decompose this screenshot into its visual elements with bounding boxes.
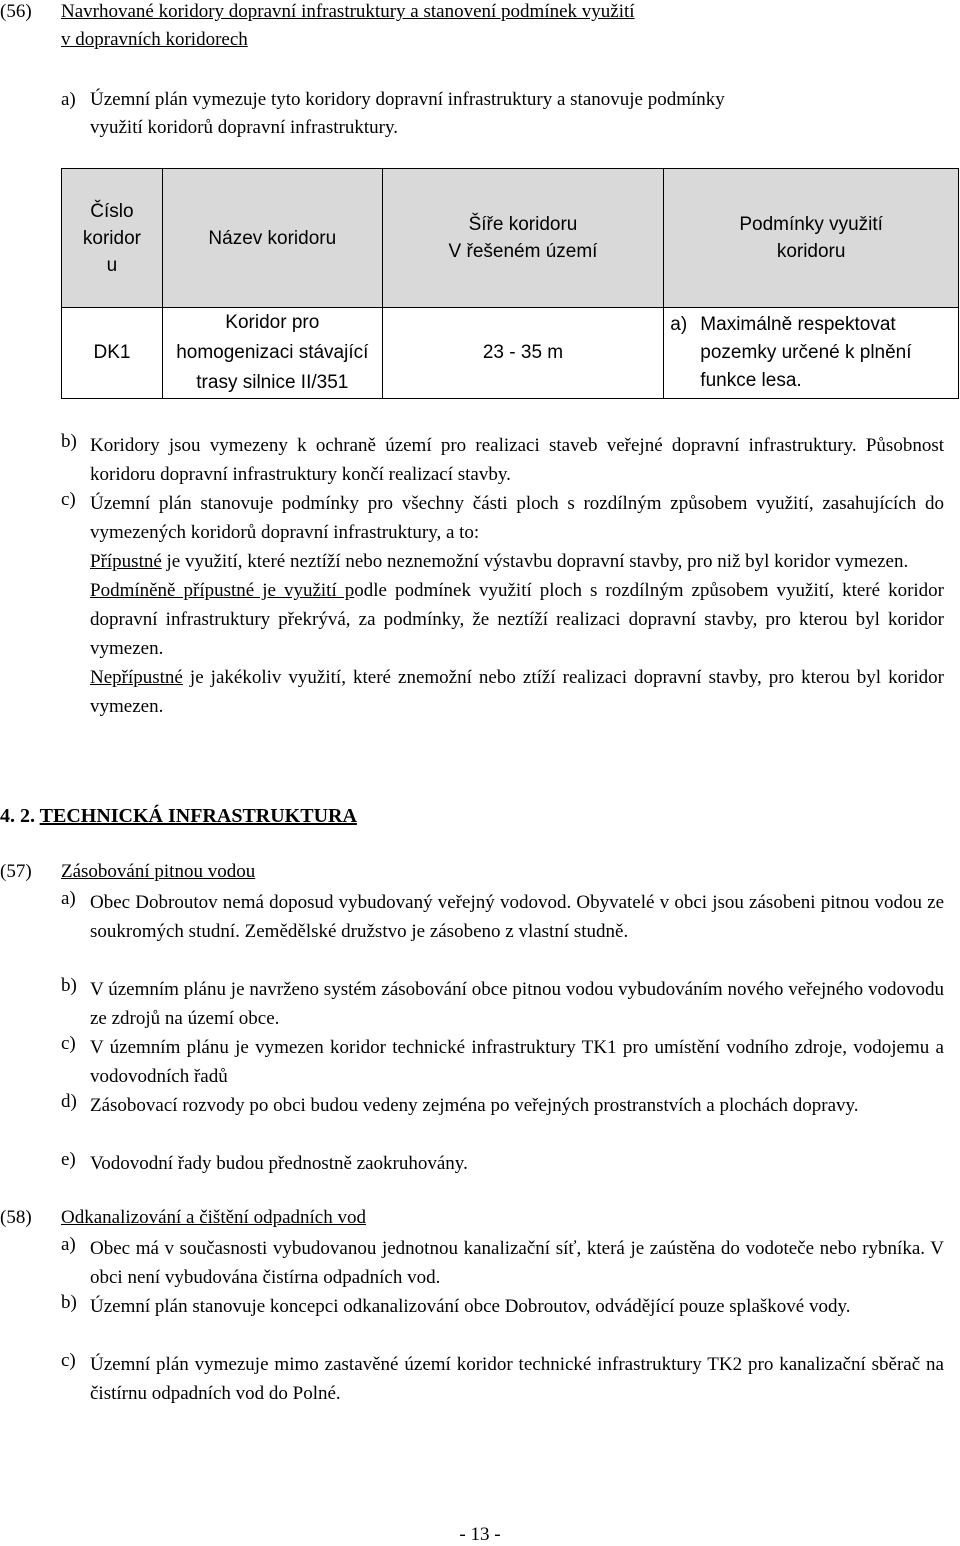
cell-podminky: a) Maximálně respektovat pozemky určené k plnění funkce lesa.	[664, 308, 959, 399]
section-58-title: Odkanalizování a čištění odpadních vod	[61, 1207, 366, 1228]
nepripustne-term: Nepřípustné	[90, 667, 183, 688]
header-podminky: Podmínky využití koridoru	[664, 169, 959, 308]
item-label: b)	[61, 975, 77, 996]
table-row	[62, 308, 959, 399]
item-text: Územní plán vymezuje mimo zastavěné území koridor technické infrastruktury TK2 pro kanalizační sběrač na čistírnu odpadních vod do Polné.	[90, 1354, 944, 1404]
nepripustne-paragraph: Nepřípustné je jakékoliv využití, které znemožní nebo ztíží realizaci dopravní stavby, pro kterou byl koridor vymezen.	[90, 667, 944, 717]
item-text: V územním plánu je navrženo systém zásobování obce pitnou vodou vybudováním nového veřejného vodovodu ze zdrojů na území obce.	[90, 979, 944, 1029]
item-label: b)	[61, 1292, 77, 1313]
item-text: Územní plán stanovuje podmínky pro všechny části ploch s rozdílným způsobem využití, zasahujících do vymezených koridorů dopravní infrastruktury, a to:	[90, 493, 944, 543]
item-label: a)	[61, 888, 76, 909]
section-56-title-line1: Navrhované koridory dopravní infrastruktury a stanovení podmínek využití	[61, 1, 635, 22]
item-label: c)	[61, 1033, 76, 1054]
item-text: Zásobovací rozvody po obci budou vedeny zejména po veřejných prostranstvích a plochách dopravy.	[90, 1095, 859, 1116]
item-text: Obec Dobroutov nemá doposud vybudovaný veřejný vodovod. Obyvatelé v obci jsou zásobeni pitnou vodou ze soukromých studní. Zemědělské družstvo je zásobeno z vlastní studně.	[90, 892, 944, 942]
item-label: b)	[61, 431, 77, 452]
item-56a-label: a)	[61, 89, 76, 110]
item-label: c)	[61, 1350, 76, 1371]
section-56-title-line2: v dopravních koridorech	[61, 29, 248, 50]
item-56a-line1: Územní plán vymezuje tyto koridory dopravní infrastruktury a stanovuje podmínky	[90, 89, 725, 110]
item-label: e)	[61, 1149, 76, 1170]
cell-nazev: Koridor pro homogenizaci stávající trasy silnice II/351	[162, 308, 382, 399]
corridor-table	[61, 168, 959, 399]
podminene-paragraph: Podmíněně přípustné je využití podle podmínek využití ploch s rozdílným způsobem využití, které koridor dopravní infrastruktury překrývá, za podmínky, že neztíží realizaci dopravní stavby, pro kterou byl koridor vymezen.	[90, 580, 945, 659]
header-sire: Šíře koridoru V řešeném území	[382, 169, 664, 308]
pripustne-term: Přípustné	[90, 551, 162, 572]
cell-sire: 23 - 35 m	[382, 308, 664, 399]
section-57-number: (57)	[0, 861, 32, 882]
item-text: Vodovodní řady budou přednostně zaokruhovány.	[90, 1153, 468, 1174]
item-label: a)	[61, 1234, 76, 1255]
section-57-title: Zásobování pitnou vodou	[61, 861, 256, 882]
cond-label: a)	[670, 314, 688, 335]
cell-cislo: DK1	[62, 308, 163, 399]
podminene-term: Podmíněně přípustné je využití p	[90, 580, 355, 601]
item-text: Koridory jsou vymezeny k ochraně území pro realizaci staveb veřejné dopravní infrastruktury. Působnost koridoru dopravní infrastruktury končí realizací stavby.	[90, 435, 944, 485]
item-text: Územní plán stanovuje koncepci odkanalizování obce Dobroutov, odvádějící pouze splaškové vody.	[90, 1296, 851, 1317]
page-number: - 13 -	[459, 1524, 501, 1545]
item-56a-line2: využití koridorů dopravní infrastruktury.	[90, 117, 398, 138]
item-label: c)	[61, 489, 76, 510]
header-nazev: Název koridoru	[162, 169, 382, 308]
item-label: d)	[61, 1091, 77, 1112]
section-heading-4-2: 4. 2. TECHNICKÁ INFRASTRUKTURA	[0, 805, 357, 827]
item-text: V územním plánu je vymezen koridor technické infrastruktury TK1 pro umístění vodního zdroje, vodojemu a vodovodních řadů	[90, 1037, 944, 1087]
table-header-row	[62, 169, 959, 308]
section-58-number: (58)	[0, 1207, 32, 1228]
item-text: Obec má v současnosti vybudovanou jednotnou kanalizační síť, která je zaústěna do vodoteče nebo rybníka. V obci není vybudována čistírna odpadních vod.	[90, 1238, 944, 1288]
pripustne-paragraph: Přípustné je využití, které neztíží nebo neznemožní výstavbu dopravní stavby, pro niž byl koridor vymezen.	[90, 551, 909, 572]
header-cislo: Číslo koridor u	[62, 169, 163, 308]
section-56-number: (56)	[0, 1, 32, 22]
